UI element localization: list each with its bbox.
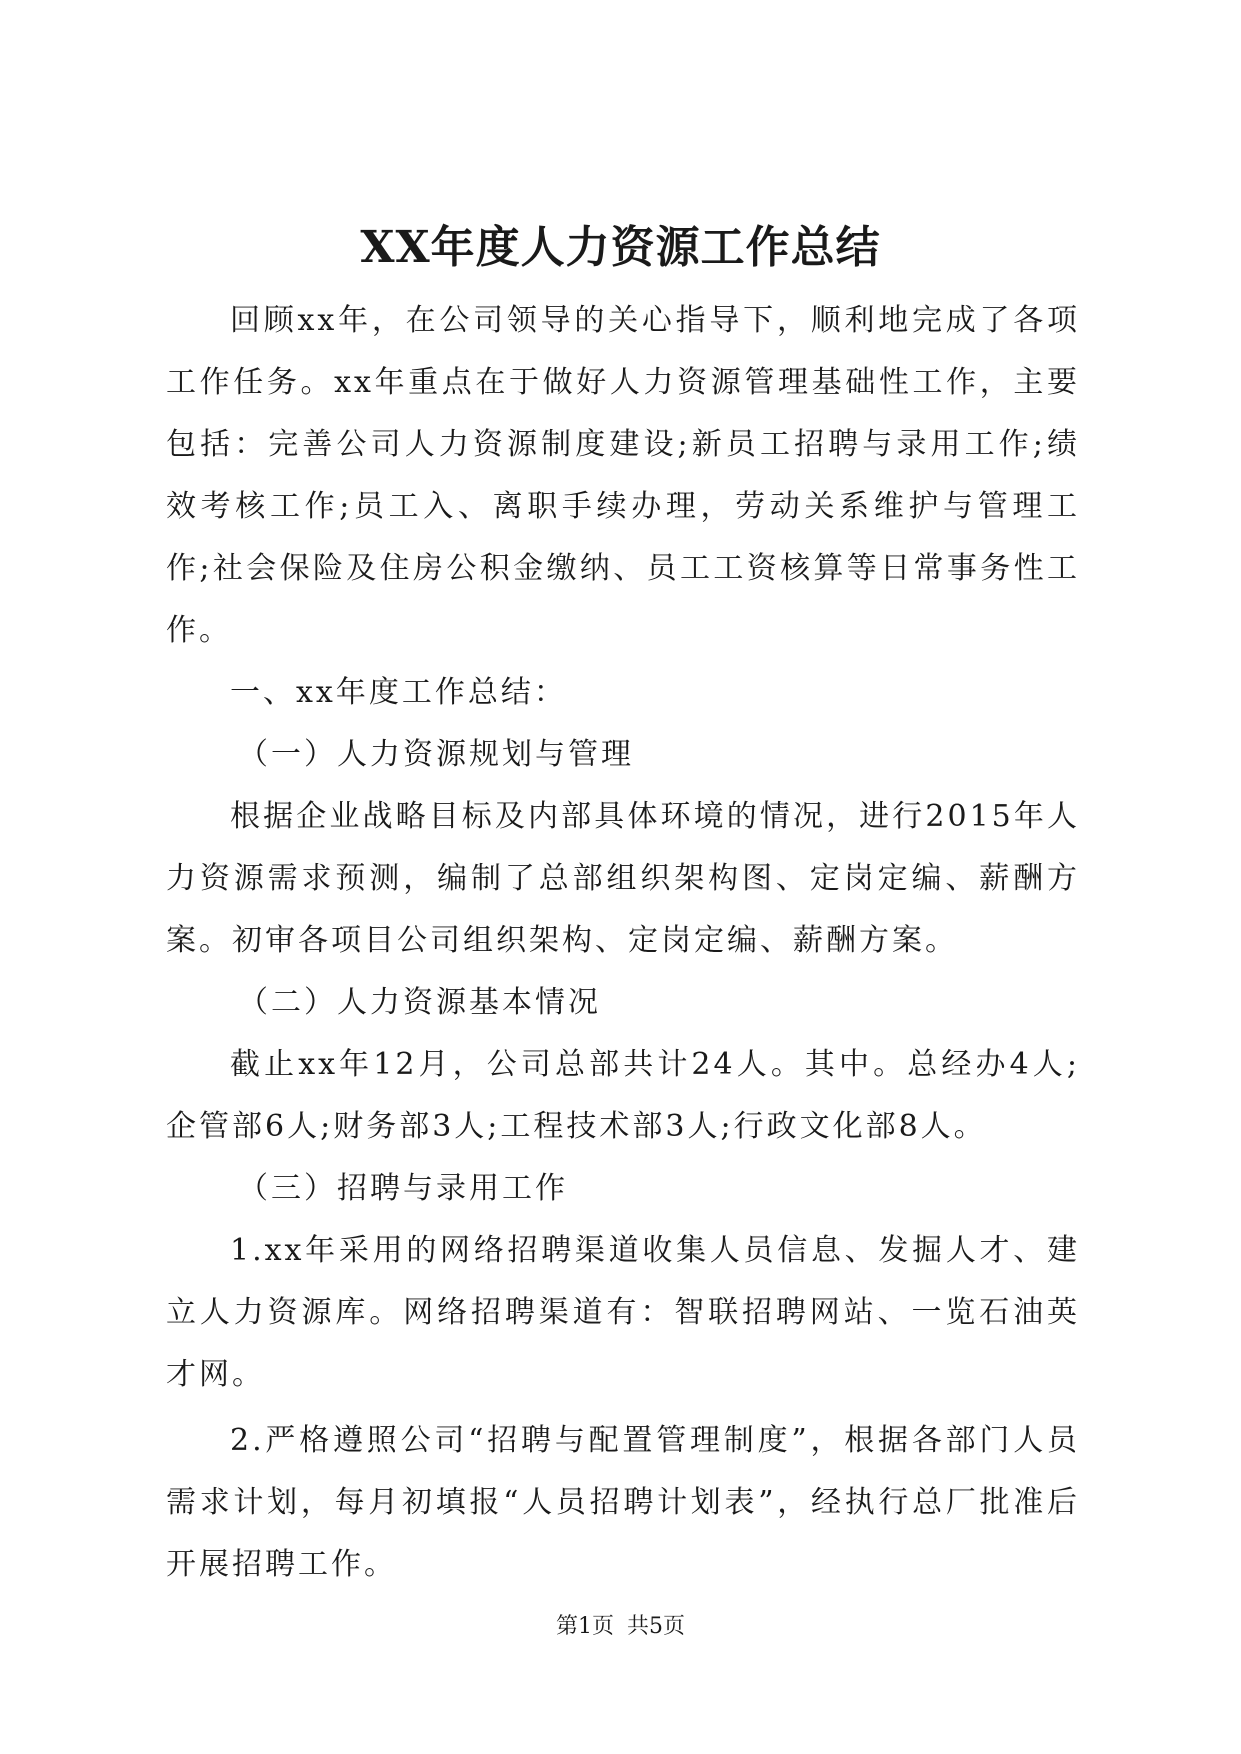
document-body [166, 290, 1080, 1596]
subsection-heading: （三）招聘与录用工作 [238, 1171, 568, 1206]
page-number: 第1页 [556, 1614, 614, 1639]
section-heading: 一、xx年度工作总结： [230, 675, 567, 710]
page-footer [0, 1612, 1241, 1642]
subsection-heading: （二）人力资源基本情况 [238, 985, 601, 1020]
subsection-heading: （一）人力资源规划与管理 [238, 737, 634, 772]
body-paragraph: 截止xx年12月，公司总部共计24人。其中。总经办4人;企管部6人;财务部3人;工程技术部3人;行政文化部8人。 [166, 1047, 1080, 1144]
page-total: 共5页 [627, 1614, 685, 1639]
document-title: XX年度人力资源工作总结 [360, 222, 881, 273]
body-paragraph: 2.严格遵照公司“招聘与配置管理制度”，根据各部门人员需求计划，每月初填报“人员招聘计划表”，经执行总厂批准后开展招聘工作。 [166, 1423, 1080, 1582]
body-paragraph: 根据企业战略目标及内部具体环境的情况，进行2015年人力资源需求预测，编制了总部组织架构图、定岗定编、薪酬方案。初审各项目公司组织架构、定岗定编、薪酬方案。 [166, 799, 1080, 958]
body-paragraph: 1.xx年采用的网络招聘渠道收集人员信息、发掘人才、建立人力资源库。网络招聘渠道有：智联招聘网站、一览石油英才网。 [166, 1233, 1080, 1392]
intro-paragraph: 回顾xx年，在公司领导的关心指导下，顺利地完成了各项工作任务。xx年重点在于做好人力资源管理基础性工作，主要包括：完善公司人力资源制度建设;新员工招聘与录用工作;绩效考核工作;员工入、离职手续办理，劳动关系维护与管理工作;社会保险及住房公积金缴纳、员工工资核算等日常事务性工作。 [166, 303, 1080, 648]
